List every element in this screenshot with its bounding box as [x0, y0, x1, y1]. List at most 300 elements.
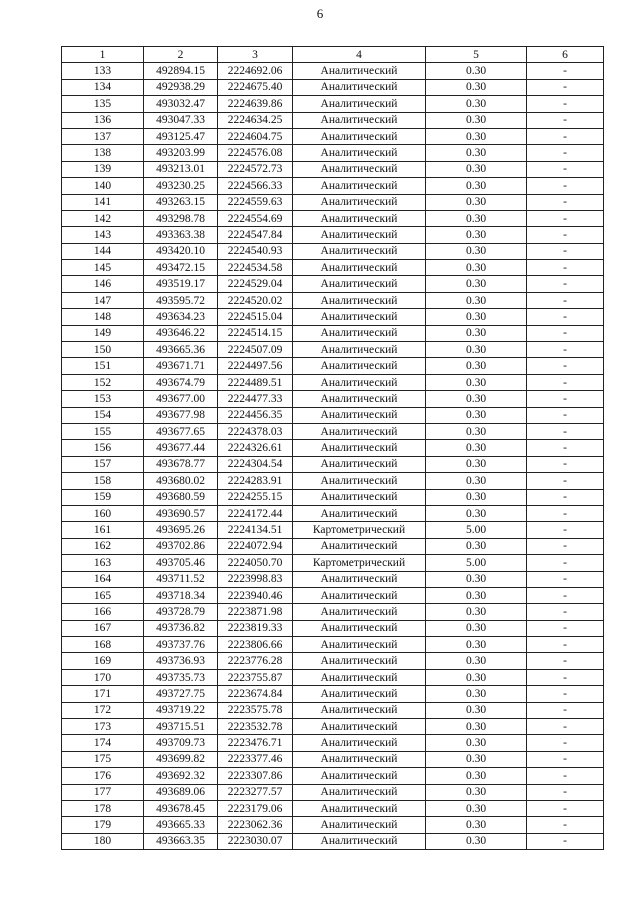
x-coordinate-cell: 493363.38: [144, 227, 218, 243]
x-coordinate-cell: 493230.25: [144, 178, 218, 194]
description-cell: -: [527, 735, 604, 751]
method-cell: Аналитический: [293, 669, 426, 685]
x-coordinate-cell: 493665.33: [144, 817, 218, 833]
method-cell: Аналитический: [293, 325, 426, 341]
description-cell: -: [527, 604, 604, 620]
point-number-cell: 168: [62, 637, 144, 653]
accuracy-cell: 0.30: [426, 768, 527, 784]
y-coordinate-cell: 2223277.57: [218, 784, 293, 800]
y-coordinate-cell: 2224172.44: [218, 505, 293, 521]
x-coordinate-cell: 493674.79: [144, 374, 218, 390]
accuracy-cell: 0.30: [426, 751, 527, 767]
point-number-cell: 177: [62, 784, 144, 800]
table-row: [62, 669, 604, 685]
x-coordinate-cell: 493203.99: [144, 145, 218, 161]
point-number-cell: 167: [62, 620, 144, 636]
y-coordinate-cell: 2223755.87: [218, 669, 293, 685]
method-cell: Аналитический: [293, 276, 426, 292]
point-number-cell: 180: [62, 833, 144, 849]
accuracy-cell: 0.30: [426, 571, 527, 587]
y-coordinate-cell: 2224675.40: [218, 79, 293, 95]
table-row: [62, 407, 604, 423]
point-number-cell: 170: [62, 669, 144, 685]
accuracy-cell: 0.30: [426, 178, 527, 194]
description-cell: -: [527, 423, 604, 439]
point-number-cell: 172: [62, 702, 144, 718]
x-coordinate-cell: 493736.93: [144, 653, 218, 669]
accuracy-cell: 0.30: [426, 440, 527, 456]
y-coordinate-cell: 2223377.46: [218, 751, 293, 767]
table-row: [62, 702, 604, 718]
description-cell: -: [527, 374, 604, 390]
y-coordinate-cell: 2224497.56: [218, 358, 293, 374]
accuracy-cell: 0.30: [426, 227, 527, 243]
method-cell: Аналитический: [293, 620, 426, 636]
point-number-cell: 144: [62, 243, 144, 259]
method-cell: Аналитический: [293, 587, 426, 603]
method-cell: Картометрический: [293, 522, 426, 538]
table-row: [62, 522, 604, 538]
y-coordinate-cell: 2224520.02: [218, 292, 293, 308]
accuracy-cell: 0.30: [426, 374, 527, 390]
description-cell: -: [527, 489, 604, 505]
table-row: [62, 571, 604, 587]
column-header-accuracy: 5: [426, 47, 527, 63]
point-number-cell: 147: [62, 292, 144, 308]
table-row: [62, 178, 604, 194]
description-cell: -: [527, 473, 604, 489]
table-row: [62, 260, 604, 276]
point-number-cell: 143: [62, 227, 144, 243]
description-cell: -: [527, 325, 604, 341]
table-body: [62, 63, 604, 850]
y-coordinate-cell: 2224050.70: [218, 555, 293, 571]
description-cell: -: [527, 751, 604, 767]
accuracy-cell: 0.30: [426, 800, 527, 816]
accuracy-cell: 0.30: [426, 391, 527, 407]
description-cell: -: [527, 637, 604, 653]
accuracy-cell: 0.30: [426, 473, 527, 489]
x-coordinate-cell: 493692.32: [144, 768, 218, 784]
method-cell: Аналитический: [293, 604, 426, 620]
method-cell: Аналитический: [293, 292, 426, 308]
method-cell: Аналитический: [293, 79, 426, 95]
x-coordinate-cell: 493671.71: [144, 358, 218, 374]
point-number-cell: 161: [62, 522, 144, 538]
description-cell: -: [527, 342, 604, 358]
point-number-cell: 160: [62, 505, 144, 521]
description-cell: -: [527, 178, 604, 194]
method-cell: Аналитический: [293, 391, 426, 407]
y-coordinate-cell: 2224378.03: [218, 423, 293, 439]
y-coordinate-cell: 2223179.06: [218, 800, 293, 816]
x-coordinate-cell: 493420.10: [144, 243, 218, 259]
table-row: [62, 719, 604, 735]
accuracy-cell: 0.30: [426, 63, 527, 79]
point-number-cell: 174: [62, 735, 144, 751]
accuracy-cell: 0.30: [426, 260, 527, 276]
description-cell: -: [527, 505, 604, 521]
method-cell: Картометрический: [293, 555, 426, 571]
method-cell: Аналитический: [293, 686, 426, 702]
description-cell: -: [527, 243, 604, 259]
table-row: [62, 440, 604, 456]
x-coordinate-cell: 493125.47: [144, 128, 218, 144]
point-number-cell: 140: [62, 178, 144, 194]
method-cell: Аналитический: [293, 702, 426, 718]
method-cell: Аналитический: [293, 637, 426, 653]
table-row: [62, 637, 604, 653]
x-coordinate-cell: 493680.59: [144, 489, 218, 505]
table-row: [62, 79, 604, 95]
x-coordinate-cell: 493472.15: [144, 260, 218, 276]
method-cell: Аналитический: [293, 784, 426, 800]
point-number-cell: 139: [62, 161, 144, 177]
y-coordinate-cell: 2224477.33: [218, 391, 293, 407]
method-cell: Аналитический: [293, 243, 426, 259]
point-number-cell: 158: [62, 473, 144, 489]
y-coordinate-cell: 2223062.36: [218, 817, 293, 833]
y-coordinate-cell: 2224255.15: [218, 489, 293, 505]
point-number-cell: 145: [62, 260, 144, 276]
method-cell: Аналитический: [293, 358, 426, 374]
y-coordinate-cell: 2223871.98: [218, 604, 293, 620]
accuracy-cell: 0.30: [426, 342, 527, 358]
point-number-cell: 175: [62, 751, 144, 767]
method-cell: Аналитический: [293, 342, 426, 358]
method-cell: Аналитический: [293, 112, 426, 128]
method-cell: Аналитический: [293, 719, 426, 735]
accuracy-cell: 0.30: [426, 210, 527, 226]
description-cell: -: [527, 587, 604, 603]
accuracy-cell: 0.30: [426, 128, 527, 144]
description-cell: -: [527, 669, 604, 685]
method-cell: Аналитический: [293, 817, 426, 833]
table-row: [62, 833, 604, 849]
table-row: [62, 456, 604, 472]
accuracy-cell: 0.30: [426, 735, 527, 751]
point-number-cell: 137: [62, 128, 144, 144]
y-coordinate-cell: 2224572.73: [218, 161, 293, 177]
y-coordinate-cell: 2224507.09: [218, 342, 293, 358]
accuracy-cell: 0.30: [426, 456, 527, 472]
point-number-cell: 152: [62, 374, 144, 390]
method-cell: Аналитический: [293, 653, 426, 669]
x-coordinate-cell: 493213.01: [144, 161, 218, 177]
table-row: [62, 292, 604, 308]
accuracy-cell: 0.30: [426, 505, 527, 521]
y-coordinate-cell: 2224559.63: [218, 194, 293, 210]
point-number-cell: 164: [62, 571, 144, 587]
y-coordinate-cell: 2224326.61: [218, 440, 293, 456]
accuracy-cell: 0.30: [426, 653, 527, 669]
y-coordinate-cell: 2224534.58: [218, 260, 293, 276]
y-coordinate-cell: 2224576.08: [218, 145, 293, 161]
description-cell: -: [527, 260, 604, 276]
x-coordinate-cell: 493727.75: [144, 686, 218, 702]
method-cell: Аналитический: [293, 63, 426, 79]
description-cell: -: [527, 161, 604, 177]
accuracy-cell: 0.30: [426, 637, 527, 653]
point-number-cell: 176: [62, 768, 144, 784]
y-coordinate-cell: 2223476.71: [218, 735, 293, 751]
description-cell: -: [527, 571, 604, 587]
point-number-cell: 134: [62, 79, 144, 95]
point-number-cell: 150: [62, 342, 144, 358]
point-number-cell: 142: [62, 210, 144, 226]
point-number-cell: 169: [62, 653, 144, 669]
point-number-cell: 157: [62, 456, 144, 472]
y-coordinate-cell: 2223030.07: [218, 833, 293, 849]
method-cell: Аналитический: [293, 505, 426, 521]
x-coordinate-cell: 493689.06: [144, 784, 218, 800]
x-coordinate-cell: 492894.15: [144, 63, 218, 79]
table-row: [62, 751, 604, 767]
table-row: [62, 391, 604, 407]
description-cell: -: [527, 227, 604, 243]
x-coordinate-cell: 493680.02: [144, 473, 218, 489]
x-coordinate-cell: 493663.35: [144, 833, 218, 849]
accuracy-cell: 0.30: [426, 145, 527, 161]
table-row: [62, 653, 604, 669]
table-row: [62, 96, 604, 112]
y-coordinate-cell: 2223674.84: [218, 686, 293, 702]
point-number-cell: 179: [62, 817, 144, 833]
accuracy-cell: 5.00: [426, 555, 527, 571]
accuracy-cell: 0.30: [426, 96, 527, 112]
point-number-cell: 141: [62, 194, 144, 210]
description-cell: -: [527, 391, 604, 407]
method-cell: Аналитический: [293, 96, 426, 112]
accuracy-cell: 0.30: [426, 702, 527, 718]
method-cell: Аналитический: [293, 473, 426, 489]
description-cell: -: [527, 440, 604, 456]
table-row: [62, 210, 604, 226]
method-cell: Аналитический: [293, 260, 426, 276]
point-number-cell: 151: [62, 358, 144, 374]
table-row: [62, 800, 604, 816]
accuracy-cell: 0.30: [426, 161, 527, 177]
description-cell: -: [527, 784, 604, 800]
accuracy-cell: 0.30: [426, 538, 527, 554]
y-coordinate-cell: 2224639.86: [218, 96, 293, 112]
accuracy-cell: 0.30: [426, 817, 527, 833]
table-row: [62, 276, 604, 292]
description-cell: -: [527, 96, 604, 112]
y-coordinate-cell: 2224604.75: [218, 128, 293, 144]
x-coordinate-cell: 493634.23: [144, 309, 218, 325]
table-row: [62, 309, 604, 325]
accuracy-cell: 0.30: [426, 325, 527, 341]
description-cell: -: [527, 63, 604, 79]
y-coordinate-cell: 2223575.78: [218, 702, 293, 718]
method-cell: Аналитический: [293, 210, 426, 226]
description-cell: -: [527, 833, 604, 849]
accuracy-cell: 0.30: [426, 719, 527, 735]
point-number-cell: 133: [62, 63, 144, 79]
point-number-cell: 153: [62, 391, 144, 407]
method-cell: Аналитический: [293, 800, 426, 816]
y-coordinate-cell: 2224547.84: [218, 227, 293, 243]
description-cell: -: [527, 210, 604, 226]
method-cell: Аналитический: [293, 735, 426, 751]
x-coordinate-cell: 493677.98: [144, 407, 218, 423]
method-cell: Аналитический: [293, 128, 426, 144]
x-coordinate-cell: 493699.82: [144, 751, 218, 767]
y-coordinate-cell: 2224529.04: [218, 276, 293, 292]
accuracy-cell: 0.30: [426, 276, 527, 292]
y-coordinate-cell: 2224304.54: [218, 456, 293, 472]
column-header-y: 3: [218, 47, 293, 63]
table-row: [62, 374, 604, 390]
y-coordinate-cell: 2224554.69: [218, 210, 293, 226]
accuracy-cell: 0.30: [426, 194, 527, 210]
description-cell: -: [527, 817, 604, 833]
y-coordinate-cell: 2224692.06: [218, 63, 293, 79]
x-coordinate-cell: 493715.51: [144, 719, 218, 735]
description-cell: -: [527, 522, 604, 538]
table-row: [62, 817, 604, 833]
description-cell: -: [527, 112, 604, 128]
description-cell: -: [527, 79, 604, 95]
x-coordinate-cell: 493298.78: [144, 210, 218, 226]
table-row: [62, 473, 604, 489]
x-coordinate-cell: 493678.45: [144, 800, 218, 816]
table-row: [62, 243, 604, 259]
y-coordinate-cell: 2223940.46: [218, 587, 293, 603]
table-row: [62, 112, 604, 128]
method-cell: Аналитический: [293, 161, 426, 177]
x-coordinate-cell: 493736.82: [144, 620, 218, 636]
accuracy-cell: 5.00: [426, 522, 527, 538]
point-number-cell: 173: [62, 719, 144, 735]
x-coordinate-cell: 492938.29: [144, 79, 218, 95]
method-cell: Аналитический: [293, 227, 426, 243]
y-coordinate-cell: 2224489.51: [218, 374, 293, 390]
table-header: [62, 47, 604, 63]
method-cell: Аналитический: [293, 423, 426, 439]
header-row: [62, 47, 604, 63]
point-number-cell: 163: [62, 555, 144, 571]
table-row: [62, 555, 604, 571]
table-row: [62, 768, 604, 784]
accuracy-cell: 0.30: [426, 620, 527, 636]
point-number-cell: 148: [62, 309, 144, 325]
x-coordinate-cell: 493719.22: [144, 702, 218, 718]
description-cell: -: [527, 768, 604, 784]
x-coordinate-cell: 493665.36: [144, 342, 218, 358]
point-number-cell: 155: [62, 423, 144, 439]
method-cell: Аналитический: [293, 833, 426, 849]
x-coordinate-cell: 493690.57: [144, 505, 218, 521]
description-cell: -: [527, 292, 604, 308]
point-number-cell: 136: [62, 112, 144, 128]
table-row: [62, 604, 604, 620]
x-coordinate-cell: 493519.17: [144, 276, 218, 292]
description-cell: -: [527, 555, 604, 571]
x-coordinate-cell: 493695.26: [144, 522, 218, 538]
accuracy-cell: 0.30: [426, 669, 527, 685]
x-coordinate-cell: 493677.00: [144, 391, 218, 407]
accuracy-cell: 0.30: [426, 292, 527, 308]
x-coordinate-cell: 493595.72: [144, 292, 218, 308]
y-coordinate-cell: 2224634.25: [218, 112, 293, 128]
column-header-x: 2: [144, 47, 218, 63]
point-number-cell: 178: [62, 800, 144, 816]
point-number-cell: 149: [62, 325, 144, 341]
y-coordinate-cell: 2223806.66: [218, 637, 293, 653]
description-cell: -: [527, 407, 604, 423]
description-cell: -: [527, 276, 604, 292]
x-coordinate-cell: 493718.34: [144, 587, 218, 603]
method-cell: Аналитический: [293, 489, 426, 505]
table-row: [62, 325, 604, 341]
table-row: [62, 161, 604, 177]
description-cell: -: [527, 719, 604, 735]
description-cell: -: [527, 620, 604, 636]
point-number-cell: 171: [62, 686, 144, 702]
point-number-cell: 165: [62, 587, 144, 603]
y-coordinate-cell: 2224072.94: [218, 538, 293, 554]
point-number-cell: 159: [62, 489, 144, 505]
accuracy-cell: 0.30: [426, 604, 527, 620]
y-coordinate-cell: 2224134.51: [218, 522, 293, 538]
y-coordinate-cell: 2223819.33: [218, 620, 293, 636]
x-coordinate-cell: 493735.73: [144, 669, 218, 685]
method-cell: Аналитический: [293, 768, 426, 784]
table-row: [62, 489, 604, 505]
y-coordinate-cell: 2224566.33: [218, 178, 293, 194]
x-coordinate-cell: 493711.52: [144, 571, 218, 587]
description-cell: -: [527, 686, 604, 702]
x-coordinate-cell: 493047.33: [144, 112, 218, 128]
accuracy-cell: 0.30: [426, 833, 527, 849]
table-row: [62, 505, 604, 521]
point-number-cell: 166: [62, 604, 144, 620]
description-cell: -: [527, 653, 604, 669]
column-header-method: 4: [293, 47, 426, 63]
page-number: 6: [316, 6, 324, 21]
table-row: [62, 145, 604, 161]
description-cell: -: [527, 145, 604, 161]
table-row: [62, 587, 604, 603]
y-coordinate-cell: 2223307.86: [218, 768, 293, 784]
accuracy-cell: 0.30: [426, 407, 527, 423]
x-coordinate-cell: 493737.76: [144, 637, 218, 653]
method-cell: Аналитический: [293, 374, 426, 390]
x-coordinate-cell: 493032.47: [144, 96, 218, 112]
column-header-description: 6: [527, 47, 604, 63]
y-coordinate-cell: 2223776.28: [218, 653, 293, 669]
point-number-cell: 135: [62, 96, 144, 112]
accuracy-cell: 0.30: [426, 489, 527, 505]
table-row: [62, 735, 604, 751]
point-number-cell: 162: [62, 538, 144, 554]
point-number-cell: 146: [62, 276, 144, 292]
table-row: [62, 686, 604, 702]
x-coordinate-cell: 493646.22: [144, 325, 218, 341]
table-row: [62, 63, 604, 79]
table-row: [62, 128, 604, 144]
y-coordinate-cell: 2223998.83: [218, 571, 293, 587]
x-coordinate-cell: 493702.86: [144, 538, 218, 554]
accuracy-cell: 0.30: [426, 79, 527, 95]
y-coordinate-cell: 2224515.04: [218, 309, 293, 325]
accuracy-cell: 0.30: [426, 423, 527, 439]
table-row: [62, 358, 604, 374]
x-coordinate-cell: 493677.65: [144, 423, 218, 439]
x-coordinate-cell: 493677.44: [144, 440, 218, 456]
